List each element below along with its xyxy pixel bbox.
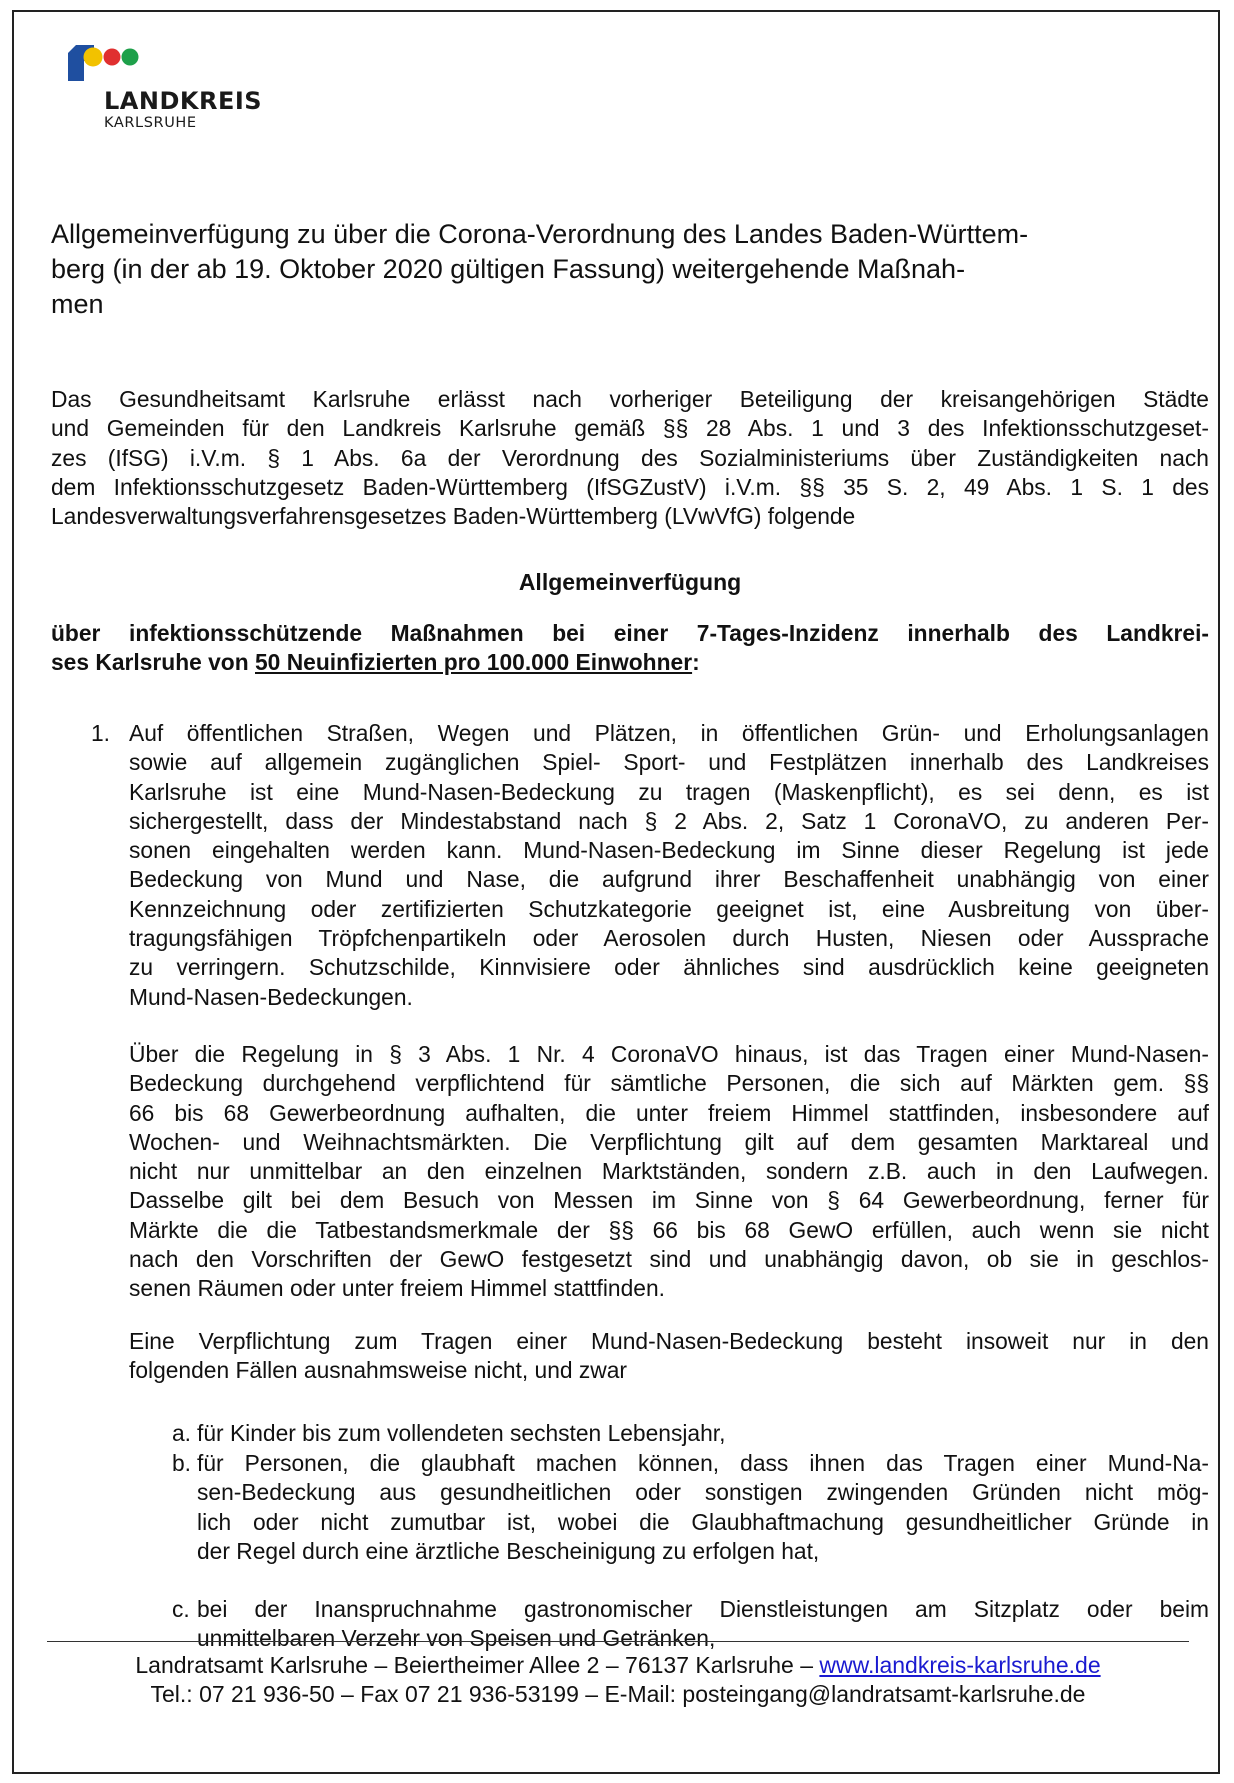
document-page	[12, 10, 1220, 1774]
text-line: folgenden Fällen ausnahmsweise nicht, und zwar	[129, 1357, 628, 1384]
website-link[interactable]: www.landkreis-karlsruhe.de	[819, 1652, 1101, 1678]
text-line: für Kinder bis zum vollendeten sechsten Lebensjahr,	[197, 1420, 726, 1446]
logo-main-text: LANDKREIS	[104, 87, 263, 115]
footer-address	[47, 1651, 1189, 1679]
item1-paragraph-3	[129, 1327, 1209, 1386]
item-number: 1.	[91, 720, 111, 746]
text-line: unmittelbaren Verzehr von Speisen und Getränken,	[197, 1625, 716, 1652]
text-line: Märkte die die Tatbestandsmerkmale der §§ 66 bis 68 GewO erfüllen, auch wenn sie nicht	[129, 1216, 1209, 1243]
text-line: Auf öffentlichen Straßen, Wegen und Plätzen, in öffentlichen Grün- und Erholungsanlagen	[129, 720, 1209, 746]
list-marker: b.	[172, 1450, 192, 1476]
list-item	[197, 1449, 1209, 1566]
text-line: der Regel durch eine ärztliche Bescheinigung zu erfolgen hat,	[197, 1537, 820, 1564]
text-line: und Gemeinden für den Landkreis Karlsruhe gemäß §§ 28 Abs. 1 und 3 des Infektionsschutzgeset-	[51, 415, 1209, 442]
text-line: Über die Regelung in § 3 Abs. 1 Nr. 4 CoronaVO hinaus, ist das Tragen einer Mund-Nasen-	[129, 1041, 1209, 1067]
text-line: Mund-Nasen-Bedeckungen.	[129, 983, 413, 1010]
text-line: Landesverwaltungsverfahrensgesetzes Baden-Württemberg (LVwVfG) folgende	[51, 503, 856, 530]
landkreis-logo	[68, 45, 268, 135]
text-line: Wochen- und Weihnachtsmärkten. Die Verpflichtung gilt auf dem gesamten Marktareal und	[129, 1128, 1209, 1155]
subheading-suffix: :	[692, 649, 700, 676]
text-line: zes (IfSG) i.V.m. § 1 Abs. 6a der Verordnung des Sozialministeriums über Zuständigkeiten nach	[51, 444, 1209, 471]
text-line: Bedeckung von Mund und Nase, die aufgrund ihrer Beschaffenheit unabhängig von einer	[129, 866, 1209, 893]
item1-paragraph-1	[129, 719, 1209, 1012]
text-line: Karlsruhe ist eine Mund-Nasen-Bedeckung zu tragen (Maskenpflicht), es sei denn, es ist	[129, 778, 1209, 805]
text-line: für Personen, die glaubhaft machen können, dass ihnen das Tragen einer Mund-Na-	[197, 1450, 1209, 1476]
text-line: Dasselbe gilt bei dem Besuch von Messen im Sinne von § 64 Gewerbeordnung, ferner für	[129, 1187, 1209, 1214]
section-subheading	[51, 619, 1209, 678]
footer-address-text: Landratsamt Karlsruhe – Beiertheimer Allee 2 – 76137 Karlsruhe –	[135, 1652, 820, 1678]
text-line: Bedeckung durchgehend verpflichtend für sämtliche Personen, die sich auf Märkten gem. §§	[129, 1070, 1209, 1097]
text-line	[51, 648, 1209, 677]
list-item	[197, 1419, 1209, 1448]
text-line: 66 bis 68 Gewerbeordnung aufhalten, die unter freiem Himmel stattfinden, insbesondere auf	[129, 1099, 1209, 1126]
text-line: Eine Verpflichtung zum Tragen einer Mund-Nasen-Bedeckung besteht insoweit nur in den	[129, 1328, 1209, 1354]
document-title	[51, 217, 1181, 322]
text-line: zu verringern. Schutzschilde, Kinnvisiere oder ähnliches sind ausdrücklich keine geeigneten	[129, 954, 1209, 981]
text-line: sichergestellt, dass der Mindestabstand nach § 2 Abs. 2, Satz 1 CoronaVO, zu anderen Per-	[129, 807, 1209, 834]
text-line: über infektionsschützende Maßnahmen bei einer 7-Tages-Inzidenz innerhalb des Landkrei-	[51, 620, 1209, 646]
logo-yellow-circle	[84, 48, 103, 67]
list-marker: a.	[172, 1420, 192, 1446]
incidence-threshold: 50 Neuinfizierten pro 100.000 Einwohner	[255, 649, 693, 676]
title-line: Allgemeinverfügung zu über die Corona-Verordnung des Landes Baden-Württem-	[51, 219, 1029, 249]
text-line: sonen eingehalten werden kann. Mund-Nasen-Bedeckung im Sinne dieser Regelung ist jede	[129, 837, 1209, 864]
text-line: nicht nur unmittelbar an den einzelnen Marktständen, sondern z.B. auch in den Laufwegen.	[129, 1158, 1209, 1185]
intro-paragraph	[51, 385, 1209, 531]
text-line: senen Räumen oder unter freiem Himmel stattfinden.	[129, 1275, 665, 1302]
title-line: berg (in der ab 19. Oktober 2020 gültigen Fassung) weitergehende Maßnah-	[51, 254, 966, 284]
footer-contact: Tel.: 07 21 936-50 – Fax 07 21 936-53199 – E-Mail: posteingang@landratsamt-karlsruhe.de	[150, 1681, 1086, 1707]
text-line: sowie auf allgemein zugänglichen Spiel- Sport- und Festplätzen innerhalb des Landkreises	[129, 749, 1209, 776]
text-line: lich oder nicht zumutbar ist, wobei die Glaubhaftmachung gesundheitlicher Gründe in	[197, 1508, 1209, 1535]
logo-shapes-icon	[68, 45, 158, 90]
subheading-prefix: ses Karlsruhe von	[51, 649, 255, 676]
text-line: dem Infektionsschutzgesetz Baden-Württemberg (IfSGZustV) i.V.m. §§ 35 S. 2, 49 Abs. 1 S. 1 des	[51, 473, 1209, 500]
list-marker: c.	[172, 1596, 190, 1622]
text-line: nach den Vorschriften der GewO festgesetzt sind und unabhängig davon, ob sie in geschlos-	[129, 1246, 1209, 1273]
section-heading: Allgemeinverfügung	[518, 569, 742, 595]
text-line: tragungsfähigen Tröpfchenpartikeln oder Aerosolen durch Husten, Niesen oder Aussprache	[129, 925, 1209, 952]
title-line: men	[51, 289, 104, 319]
text-line: Das Gesundheitsamt Karlsruhe erlässt nach vorheriger Beteiligung der kreisangehörigen Städte	[51, 386, 1209, 412]
text-line: sen-Bedeckung aus gesundheitlichen oder sonstigen zwingenden Gründen nicht mög-	[197, 1479, 1209, 1506]
logo-green-circle	[122, 49, 139, 66]
logo-red-circle	[104, 49, 121, 66]
list-item	[197, 1595, 1209, 1654]
item1-paragraph-2	[129, 1040, 1209, 1304]
logo-sub-text: KARLSRUHE	[104, 115, 197, 131]
footer-divider	[47, 1641, 1189, 1642]
text-line: bei der Inanspruchnahme gastronomischer Dienstleistungen am Sitzplatz oder beim	[197, 1596, 1209, 1622]
text-line: Kennzeichnung oder zertifizierten Schutzkategorie geeignet ist, eine Ausbreitung von über-	[129, 895, 1209, 922]
